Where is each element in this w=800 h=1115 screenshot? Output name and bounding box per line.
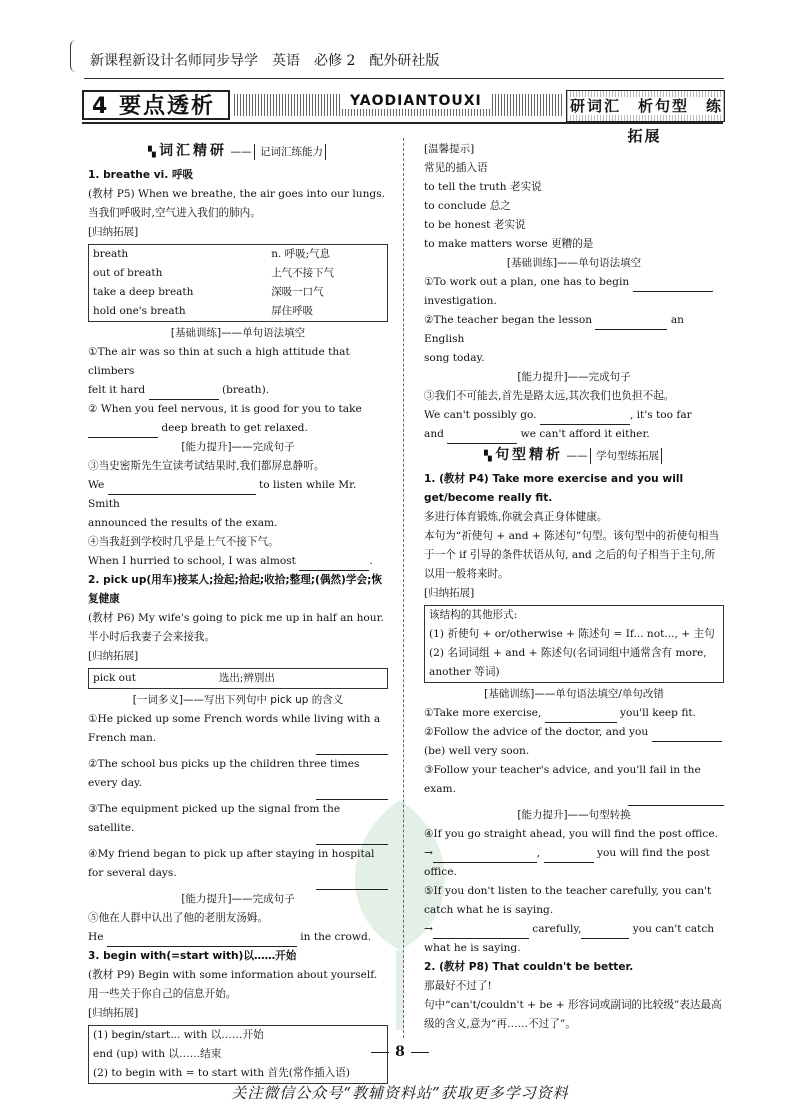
banner-underline: [82, 122, 723, 124]
section-banner: [82, 90, 723, 145]
answer-blank[interactable]: [299, 558, 369, 571]
header-rule: [84, 78, 724, 79]
right-column: [424, 140, 724, 1034]
multi-item: ④My friend began to pick up after staying in hospital for several days.: [88, 848, 375, 879]
entry-translation: 半小时后我妻子会来接我。: [88, 631, 216, 643]
box-line: (1) 祈使句 + or/otherwise + 陈述句 = If... not..., + 主句: [429, 628, 715, 640]
ability-item: ⑤他在人群中认出了他的老朋友汤姆。: [88, 912, 269, 924]
drill-item: song today.: [424, 352, 485, 364]
sentence-section-header: ▚ 句型精析 —— 学句型练拓展: [424, 446, 724, 466]
ability-item: and we can't afford it either.: [424, 425, 724, 444]
multi-meaning-head: [一词多义]——写出下列句中 pick up 的含义: [132, 694, 344, 706]
tip-line: 常见的插入语: [424, 162, 488, 174]
summary-label: [归纳拓展]: [88, 226, 139, 238]
vocab-section-sub: 记词汇练能力: [260, 146, 323, 158]
answer-blank[interactable]: [149, 387, 219, 400]
answer-blank[interactable]: [628, 799, 724, 806]
sentence-translation: 多进行体育锻炼,你就会真正身体健康。: [424, 511, 608, 523]
answer-blank[interactable]: [433, 850, 537, 863]
drill-item: ①To work out a plan, one has to begin: [424, 273, 724, 292]
header-bracket: [70, 40, 77, 72]
ability-head: [能力提升]——完成句子: [181, 893, 295, 905]
table-cell: out of breath: [93, 267, 163, 279]
banner-right-text: 研词汇 析句型 练拓展: [569, 97, 723, 145]
tip-line: to conclude 总之: [424, 200, 511, 212]
pickup-table: [88, 668, 388, 689]
summary-label: [归纳拓展]: [88, 1007, 139, 1019]
vocab-section-title: 词汇精研: [159, 143, 228, 159]
ability-item: ③我们不可能去,首先是路太远,其次我们也负担不起。: [424, 390, 675, 402]
table-cell: take a deep breath: [93, 286, 194, 298]
section-marker-icon: ▚: [147, 147, 156, 158]
table-cell: breath: [93, 248, 129, 260]
answer-blank[interactable]: [108, 482, 256, 495]
ability-head: [能力提升]——完成句子: [181, 441, 295, 453]
answer-blank[interactable]: [633, 279, 713, 292]
box-line: (2) to begin with = to start with 首先(常作插入语): [93, 1067, 350, 1079]
banner-right: [566, 90, 725, 145]
answer-blank[interactable]: [447, 431, 517, 444]
ability-head: [能力提升]——句型转换: [517, 809, 631, 821]
tip-label: [温馨提示]: [424, 143, 475, 155]
drill-item: deep breath to get relaxed.: [88, 419, 388, 438]
drill-item: ③Follow your teacher's advice, and you'll fail in the exam.: [424, 764, 701, 795]
answer-blank[interactable]: [581, 926, 629, 939]
page-number-text: 8: [395, 1044, 405, 1060]
drill-head: [基础训练]——单句语法填空/单句改错: [484, 688, 664, 700]
multi-item: ②The school bus picks up the children three times every day.: [88, 758, 360, 789]
answer-blank[interactable]: [652, 729, 722, 742]
answer-blank[interactable]: [107, 934, 297, 947]
transform-item: → , you will find the post: [424, 844, 724, 863]
drill-item: ②The teacher began the lesson an English: [424, 314, 684, 345]
answer-blank[interactable]: [545, 710, 617, 723]
summary-label: [归纳拓展]: [88, 650, 139, 662]
book-title: 新课程新设计名师同步导学 英语 必修 2 配外研社版: [90, 53, 440, 69]
tip-line: to be honest 老实说: [424, 219, 526, 231]
ability-item: announced the results of the exam.: [88, 517, 278, 529]
multi-item: ①He picked up some French words while living with a French man.: [88, 713, 381, 744]
transform-item: office.: [424, 866, 457, 878]
multi-item: ③The equipment picked up the signal from the satellite.: [88, 803, 341, 834]
box-line: (1) begin/start... with 以……开始: [93, 1029, 264, 1041]
ability-item: He in the crowd.: [88, 928, 388, 947]
banner-title: 4 要点透析: [82, 90, 230, 120]
entry-example: (教材 P5) When we breathe, the air goes into our lungs.: [88, 188, 385, 200]
vocab-section-header: ▚ 词汇精研 —— 记词汇练能力: [88, 142, 388, 162]
entry-pickup-head: 2. pick up(用车)接某人;捡起;拾起;收拾;整理;(偶然)学会;恢复健康: [88, 574, 382, 605]
sentence-1-head: 1. (教材 P4) Take more exercise and you will get/become really fit.: [424, 473, 684, 504]
table-cell: hold one's breath: [93, 305, 186, 317]
sentence-section-sub: 学句型练拓展: [596, 450, 659, 462]
answer-blank[interactable]: [316, 793, 388, 800]
entry-translation: 用一些关于你自己的信息开始。: [88, 988, 237, 1000]
table-cell: n. 呼吸;气息: [271, 248, 331, 260]
table-cell: pick out: [93, 672, 136, 684]
ability-item: When I hurried to school, I was almost .: [88, 552, 388, 571]
answer-blank[interactable]: [595, 317, 667, 330]
drill-head: [基础训练]——单句语法填空: [170, 327, 306, 339]
answer-blank[interactable]: [540, 412, 630, 425]
sentence-explanation: 句中“can't/couldn't + be + 形容词或副词的比较级”表达最高级的含义,意为“再……不过了”。: [424, 999, 722, 1030]
entry-example: (教材 P9) Begin with some information about yourself.: [88, 969, 378, 981]
table-cell: 屏住呼吸: [271, 305, 314, 317]
tip-line: to tell the truth 老实说: [424, 181, 542, 193]
transform-item: ④If you go straight ahead, you will find the post office.: [424, 828, 718, 840]
breathe-table: [88, 244, 388, 322]
transform-item: what he is saying.: [424, 942, 521, 954]
answer-blank[interactable]: [433, 926, 529, 939]
ability-item: We to listen while Mr. Smith: [88, 479, 357, 510]
answer-blank[interactable]: [544, 850, 594, 863]
entry-beginwith-head: 3. begin with(=start with)以……开始: [88, 950, 297, 962]
table-cell: 上气不接下气: [271, 267, 335, 279]
drill-item: investigation.: [424, 295, 497, 307]
box-line: end (up) with 以……结束: [93, 1048, 222, 1060]
answer-blank[interactable]: [316, 748, 388, 755]
ability-item: We can't possibly go. , it's too far: [424, 406, 724, 425]
box-line: 该结构的其他形式:: [429, 609, 518, 621]
drill-item: (be) well very soon.: [424, 745, 530, 757]
column-divider: [403, 138, 404, 1038]
footer-note: 关注微信公众号“教辅资料站”获取更多学习资料: [231, 1084, 569, 1102]
drill-head: [基础训练]——单句语法填空: [506, 257, 642, 269]
structure-box: [424, 605, 724, 683]
sentence-section-title: 句型精析: [495, 447, 564, 463]
entry-breathe-head: 1. breathe vi. 呼吸: [88, 169, 194, 181]
sentence-explanation: 本句为“祈使句 + and + 陈述句”句型。该句型中的祈使句相当于一个 if 引导的条件状语从句, and 之后的句子相当于主句,所以用一般将来时。: [424, 530, 720, 580]
box-line: (2) 名词词组 + and + 陈述句(名词词组中通常含有 more, another 等词): [429, 647, 707, 678]
ability-head: [能力提升]——完成句子: [517, 371, 631, 383]
entry-example: (教材 P6) My wife's going to pick me up in half an hour.: [88, 612, 384, 624]
table-cell: 选出;辨别出: [218, 672, 275, 684]
drill-item: ①Take more exercise, you'll keep fit.: [424, 704, 724, 723]
answer-blank[interactable]: [88, 425, 158, 438]
drill-item: ②Follow the advice of the doctor, and you: [424, 723, 724, 742]
entry-translation: 当我们呼吸时,空气进入我们的肺内。: [88, 207, 261, 219]
tip-line: to make matters worse 更糟的是: [424, 238, 594, 250]
ability-item: ③当史密斯先生宣读考试结果时,我们都屏息静听。: [88, 460, 325, 472]
sentence-translation: 那最好不过了!: [424, 980, 492, 992]
summary-label: [归纳拓展]: [424, 587, 475, 599]
answer-blank[interactable]: [316, 838, 388, 845]
drill-item: ①The air was so thin at such a high attitude that climbers: [88, 346, 350, 377]
page-number: [0, 1044, 800, 1060]
banner-pinyin: YAODIANTOUXI: [342, 93, 490, 109]
answer-blank[interactable]: [316, 883, 388, 890]
transform-item: → carefully, you can't catch: [424, 920, 724, 939]
drill-item: ② When you feel nervous, it is good for you to take: [88, 403, 362, 415]
transform-item: ⑤If you don't listen to the teacher carefully, you can't catch what he is saying.: [424, 885, 712, 916]
left-column: [88, 140, 388, 1086]
drill-item: felt it hard (breath).: [88, 381, 388, 400]
sentence-2-head: 2. (教材 P8) That couldn't be better.: [424, 961, 634, 973]
table-cell: 深吸一口气: [271, 286, 324, 298]
ability-item: ④当我赶到学校时几乎是上气不接下气。: [88, 536, 279, 548]
section-marker-icon: ▚: [483, 451, 492, 462]
